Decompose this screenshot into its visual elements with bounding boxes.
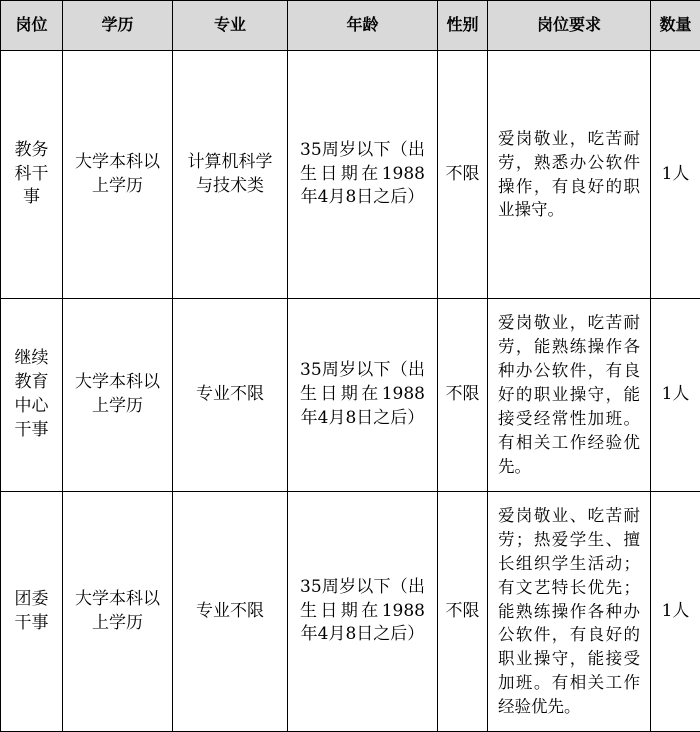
cell-education: 大学本科以上学历 <box>63 51 173 299</box>
cell-education: 大学本科以上学历 <box>63 492 173 732</box>
cell-quantity: 1人 <box>651 51 700 299</box>
cell-major: 专业不限 <box>173 299 288 492</box>
table-row <box>1 299 700 492</box>
header-quantity: 数量 <box>651 1 700 51</box>
cell-requirements: 爱岗敬业，吃苦耐劳，熟悉办公软件操作，有良好的职业操守。 <box>488 51 651 299</box>
cell-requirements: 爱岗敬业，吃苦耐劳，能熟练操作各种办公软件，有良好的职业操守，能接受经常性加班。有相关工作经验优先。 <box>488 299 651 492</box>
cell-age: 35周岁以下（出生日期在1988年4月8日之后） <box>288 299 438 492</box>
cell-position: 团委干事 <box>1 492 63 732</box>
cell-gender: 不限 <box>438 51 488 299</box>
table-row <box>1 51 700 299</box>
header-age: 年龄 <box>288 1 438 51</box>
header-major: 专业 <box>173 1 288 51</box>
cell-gender: 不限 <box>438 299 488 492</box>
cell-age: 35周岁以下（出生日期在1988年4月8日之后） <box>288 492 438 732</box>
header-gender: 性别 <box>438 1 488 51</box>
table-row <box>1 492 700 732</box>
cell-position: 继续教育中心干事 <box>1 299 63 492</box>
cell-position: 教务科干事 <box>1 51 63 299</box>
cell-age: 35周岁以下（出生日期在1988年4月8日之后） <box>288 51 438 299</box>
cell-quantity: 1人 <box>651 299 700 492</box>
cell-gender: 不限 <box>438 492 488 732</box>
cell-requirements: 爱岗敬业、吃苦耐劳；热爱学生、擅长组织学生活动；有文艺特长优先；能熟练操作各种办公软件，有良好的职业操守，能接受加班。有相关工作经验优先。 <box>488 492 651 732</box>
header-position: 岗位 <box>1 1 63 51</box>
cell-quantity: 1人 <box>651 492 700 732</box>
header-requirements: 岗位要求 <box>488 1 651 51</box>
cell-major: 专业不限 <box>173 492 288 732</box>
cell-education: 大学本科以上学历 <box>63 299 173 492</box>
header-row <box>1 1 700 51</box>
cell-major: 计算机科学与技术类 <box>173 51 288 299</box>
header-education: 学历 <box>63 1 173 51</box>
